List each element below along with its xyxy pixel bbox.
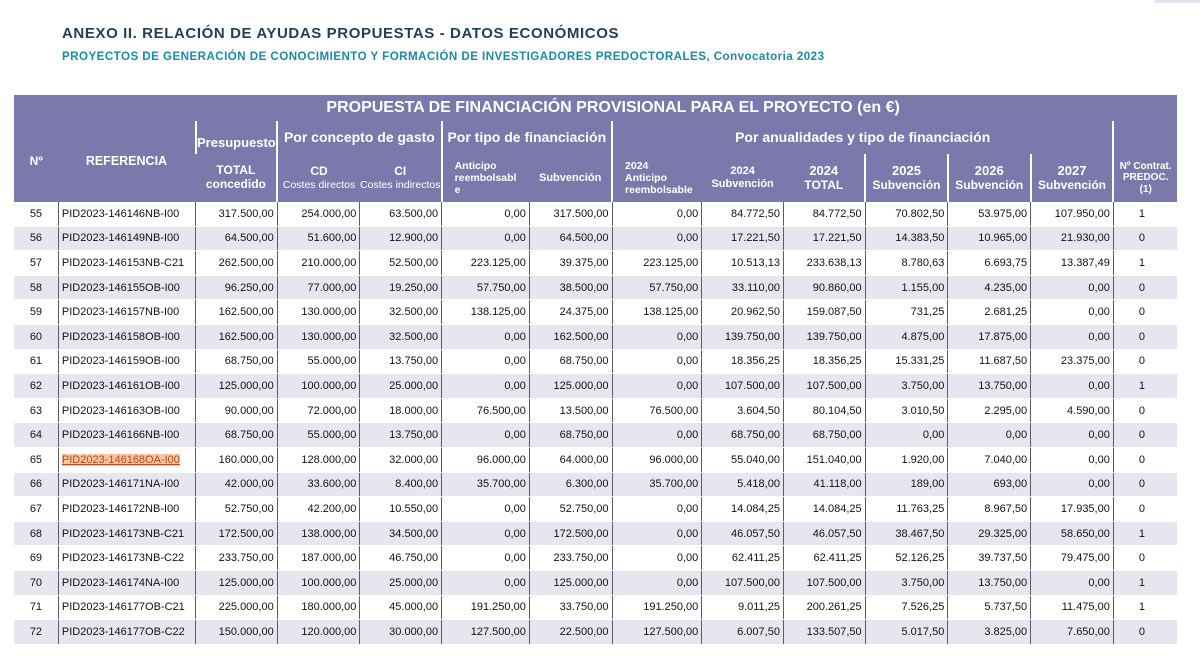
- cell-subvencion-2025: 731,25: [865, 300, 948, 325]
- cell-subvencion: 317.500,00: [529, 202, 612, 226]
- cell-subvencion: 64.000,00: [529, 447, 612, 472]
- table-row: [14, 497, 1177, 522]
- financing-table-wrapper: [14, 95, 1177, 645]
- cell-anticipo-2024: 0,00: [612, 570, 702, 595]
- cell-costes-indirectos: 18.000,00: [360, 398, 442, 423]
- cell-subvencion: 38.500,00: [529, 275, 612, 300]
- cell-subvencion-2024: 46.057,50: [702, 521, 784, 546]
- cell-contratos-predoc: 0: [1113, 620, 1177, 645]
- group-header-tipo: Por tipo de financiación: [442, 121, 612, 154]
- highlighted-reference: PID2023-146168OA-I00: [61, 453, 180, 466]
- cell-subvencion-2024: 14.084,25: [702, 497, 784, 522]
- cell-total-concedido: 162.500,00: [196, 300, 278, 325]
- col-header-anticipo: Anticipo reembolsabl e: [442, 154, 530, 202]
- cell-subvencion-2026: 2.295,00: [948, 398, 1031, 423]
- col-header-cd: CD Costes directos: [277, 154, 360, 202]
- cell-contratos-predoc: 0: [1113, 497, 1177, 522]
- cell-costes-indirectos: 8.400,00: [360, 472, 442, 497]
- cell-total-concedido: 42.000,00: [196, 472, 278, 497]
- cell-costes-indirectos: 34.500,00: [360, 521, 442, 546]
- cell-subvencion-2024: 17.221,50: [702, 226, 784, 251]
- cell-subvencion-2024: 33.110,00: [702, 275, 784, 300]
- cell-anticipo-reembolsable: 127.500,00: [442, 620, 530, 645]
- cell-costes-directos: 210.000,00: [277, 251, 360, 276]
- cell-total-2024: 233.638,13: [783, 251, 865, 276]
- cell-costes-indirectos: 32.000,00: [360, 447, 442, 472]
- cell-reference: PID2023-146158OB-I00: [58, 324, 195, 349]
- cell-subvencion-2024: 62.411,25: [702, 546, 784, 571]
- cell-total-2024: 41.118,00: [783, 472, 865, 497]
- cell-anticipo-reembolsable: 57.750,00: [442, 275, 530, 300]
- cell-subvencion-2027: 17.935,00: [1031, 497, 1114, 522]
- cell-costes-indirectos: 25.000,00: [360, 374, 442, 399]
- col-header-subvencion: Subvención: [529, 154, 612, 202]
- cell-costes-indirectos: 32.500,00: [360, 324, 442, 349]
- cell-anticipo-reembolsable: 0,00: [442, 423, 530, 448]
- cell-subvencion-2025: 11.763,25: [865, 497, 948, 522]
- cell-total-2024: 68.750,00: [783, 423, 865, 448]
- cell-row-number: 71: [14, 595, 58, 620]
- cell-subvencion-2027: 4.590,00: [1031, 398, 1114, 423]
- cell-subvencion-2026: 13.750,00: [948, 570, 1031, 595]
- cell-subvencion-2025: 52.126,25: [865, 546, 948, 571]
- cell-subvencion: 24.375,00: [529, 300, 612, 325]
- cell-row-number: 55: [14, 202, 58, 226]
- cell-costes-directos: 42.200,00: [277, 497, 360, 522]
- cell-anticipo-reembolsable: 76.500,00: [442, 398, 530, 423]
- table-row: [14, 202, 1177, 226]
- cell-contratos-predoc: 0: [1113, 546, 1177, 571]
- cell-row-number: 67: [14, 497, 58, 522]
- cell-reference: PID2023-146146NB-I00: [58, 202, 195, 226]
- table-row: [14, 423, 1177, 448]
- cell-total-concedido: 160.000,00: [196, 447, 278, 472]
- group-header-presupuesto: Presupuesto: [196, 121, 278, 154]
- cell-anticipo-2024: 76.500,00: [612, 398, 702, 423]
- cell-row-number: 64: [14, 423, 58, 448]
- cell-subvencion-2026: 10.965,00: [948, 226, 1031, 251]
- cell-anticipo-2024: 0,00: [612, 521, 702, 546]
- cell-reference: PID2023-146173NB-C22: [58, 546, 195, 571]
- cell-row-number: 57: [14, 251, 58, 276]
- table-row: [14, 226, 1177, 251]
- col-header-2024-anticipo: 2024 Anticipo reembolsable: [612, 154, 702, 202]
- cell-anticipo-reembolsable: 191.250,00: [442, 595, 530, 620]
- cell-costes-directos: 55.000,00: [277, 423, 360, 448]
- cell-total-2024: 84.772,50: [783, 202, 865, 226]
- cell-subvencion-2027: 23.375,00: [1031, 349, 1114, 374]
- cell-subvencion: 125.000,00: [529, 570, 612, 595]
- table-body: [14, 202, 1177, 644]
- cell-subvencion-2026: 8.967,50: [948, 497, 1031, 522]
- cell-reference: PID2023-146157NB-I00: [58, 300, 195, 325]
- cell-contratos-predoc: 0: [1113, 423, 1177, 448]
- cell-costes-directos: 55.000,00: [277, 349, 360, 374]
- header-spacer: [14, 95, 196, 121]
- group-header-concepto: Por concepto de gasto: [277, 121, 441, 154]
- cell-anticipo-2024: 0,00: [612, 374, 702, 399]
- cell-costes-directos: 100.000,00: [277, 570, 360, 595]
- cell-contratos-predoc: 1: [1113, 570, 1177, 595]
- cell-contratos-predoc: 0: [1113, 472, 1177, 497]
- cell-subvencion-2025: 3.750,00: [865, 374, 948, 399]
- cell-subvencion: 33.750,00: [529, 595, 612, 620]
- cell-subvencion: 52.750,00: [529, 497, 612, 522]
- cell-total-2024: 107.500,00: [783, 374, 865, 399]
- cell-total-2024: 139.750,00: [783, 324, 865, 349]
- cell-total-concedido: 172.500,00: [196, 521, 278, 546]
- corner-bar: [1155, 0, 1200, 3]
- cell-reference: PID2023-146177OB-C22: [58, 620, 195, 645]
- cell-costes-directos: 120.000,00: [277, 620, 360, 645]
- cell-anticipo-reembolsable: 0,00: [442, 521, 530, 546]
- cell-subvencion-2025: 1.155,00: [865, 275, 948, 300]
- table-row: [14, 349, 1177, 374]
- table-row: [14, 620, 1177, 645]
- cell-subvencion-2027: 0,00: [1031, 324, 1114, 349]
- table-row: [14, 570, 1177, 595]
- cell-subvencion-2024: 3.604,50: [702, 398, 784, 423]
- cell-subvencion-2026: 5.737,50: [948, 595, 1031, 620]
- cell-subvencion: 162.500,00: [529, 324, 612, 349]
- cell-subvencion-2027: 0,00: [1031, 472, 1114, 497]
- cell-total-2024: 107.500,00: [783, 570, 865, 595]
- cell-reference: PID2023-146173NB-C21: [58, 521, 195, 546]
- header-spacer-right: [1031, 95, 1177, 121]
- cell-subvencion-2025: 1.920,00: [865, 447, 948, 472]
- cell-costes-indirectos: 63.500,00: [360, 202, 442, 226]
- cell-anticipo-reembolsable: 0,00: [442, 226, 530, 251]
- cell-total-2024: 159.087,50: [783, 300, 865, 325]
- cell-contratos-predoc: 1: [1113, 521, 1177, 546]
- cell-subvencion-2024: 5.418,00: [702, 472, 784, 497]
- cell-subvencion-2025: 7.526,25: [865, 595, 948, 620]
- cell-subvencion-2027: 58.650,00: [1031, 521, 1114, 546]
- document-subtitle: PROYECTOS DE GENERACIÓN DE CONOCIMIENTO Y FORMACIÓN DE INVESTIGADORES PREDOCTORALES, Convocatoria 2023: [62, 50, 825, 63]
- cell-costes-directos: 128.000,00: [277, 447, 360, 472]
- cell-contratos-predoc: 0: [1113, 398, 1177, 423]
- cell-anticipo-2024: 57.750,00: [612, 275, 702, 300]
- cell-subvencion: 68.750,00: [529, 423, 612, 448]
- cell-costes-directos: 100.000,00: [277, 374, 360, 399]
- cell-costes-directos: 77.000,00: [277, 275, 360, 300]
- table-row: [14, 300, 1177, 325]
- cell-row-number: 62: [14, 374, 58, 399]
- cell-row-number: 56: [14, 226, 58, 251]
- cell-anticipo-2024: 35.700,00: [612, 472, 702, 497]
- table-row: [14, 275, 1177, 300]
- cell-contratos-predoc: 0: [1113, 349, 1177, 374]
- cell-subvencion-2025: 0,00: [865, 423, 948, 448]
- cell-subvencion: 125.000,00: [529, 374, 612, 399]
- cell-costes-indirectos: 13.750,00: [360, 349, 442, 374]
- cell-subvencion-2026: 693,00: [948, 472, 1031, 497]
- cell-anticipo-2024: 96.000,00: [612, 447, 702, 472]
- cell-subvencion-2026: 39.737,50: [948, 546, 1031, 571]
- table-row: [14, 398, 1177, 423]
- cell-subvencion: 22.500,00: [529, 620, 612, 645]
- col-header-contrat: Nº Contrat. PREDOC. (1): [1113, 154, 1177, 202]
- cell-subvencion-2027: 0,00: [1031, 374, 1114, 399]
- cell-subvencion-2026: 2.681,25: [948, 300, 1031, 325]
- cell-subvencion: 13.500,00: [529, 398, 612, 423]
- cell-reference: PID2023-146166NB-I00: [58, 423, 195, 448]
- cell-anticipo-2024: 138.125,00: [612, 300, 702, 325]
- cell-subvencion-2027: 0,00: [1031, 447, 1114, 472]
- cell-total-2024: 200.261,25: [783, 595, 865, 620]
- cell-subvencion-2024: 55.040,00: [702, 447, 784, 472]
- cell-costes-indirectos: 19.250,00: [360, 275, 442, 300]
- cell-anticipo-2024: 0,00: [612, 349, 702, 374]
- cell-reference: PID2023-146171NA-I00: [58, 472, 195, 497]
- cell-subvencion-2027: 0,00: [1031, 300, 1114, 325]
- cell-costes-directos: 130.000,00: [277, 300, 360, 325]
- cell-total-concedido: 317.500,00: [196, 202, 278, 226]
- cell-row-number: 65: [14, 447, 58, 472]
- cell-total-2024: 17.221,50: [783, 226, 865, 251]
- cell-row-number: 70: [14, 570, 58, 595]
- table-row: [14, 472, 1177, 497]
- cell-subvencion-2024: 107.500,00: [702, 374, 784, 399]
- cell-anticipo-reembolsable: 0,00: [442, 324, 530, 349]
- cell-row-number: 60: [14, 324, 58, 349]
- col-header-2027: 2027 Subvención: [1031, 154, 1114, 202]
- cell-contratos-predoc: 0: [1113, 324, 1177, 349]
- cell-total-concedido: 125.000,00: [196, 374, 278, 399]
- col-header-2025: 2025 Subvención: [865, 154, 948, 202]
- cell-anticipo-reembolsable: 0,00: [442, 202, 530, 226]
- cell-row-number: 59: [14, 300, 58, 325]
- cell-subvencion-2027: 11.475,00: [1031, 595, 1114, 620]
- cell-total-concedido: 90.000,00: [196, 398, 278, 423]
- cell-total-2024: 46.057,50: [783, 521, 865, 546]
- cell-total-concedido: 68.750,00: [196, 349, 278, 374]
- cell-subvencion-2026: 0,00: [948, 423, 1031, 448]
- cell-costes-indirectos: 30.000,00: [360, 620, 442, 645]
- cell-subvencion-2024: 9.011,25: [702, 595, 784, 620]
- cell-subvencion-2026: 11.687,50: [948, 349, 1031, 374]
- cell-total-concedido: 125.000,00: [196, 570, 278, 595]
- cell-subvencion-2024: 107.500,00: [702, 570, 784, 595]
- cell-reference: [58, 447, 195, 472]
- cell-row-number: 69: [14, 546, 58, 571]
- cell-subvencion-2026: 17.875,00: [948, 324, 1031, 349]
- cell-subvencion-2024: 139.750,00: [702, 324, 784, 349]
- financing-table: [14, 95, 1177, 645]
- cell-total-concedido: 96.250,00: [196, 275, 278, 300]
- cell-costes-directos: 254.000,00: [277, 202, 360, 226]
- cell-row-number: 63: [14, 398, 58, 423]
- cell-subvencion-2025: 70.802,50: [865, 202, 948, 226]
- cell-row-number: 61: [14, 349, 58, 374]
- cell-anticipo-reembolsable: 0,00: [442, 546, 530, 571]
- cell-contratos-predoc: 0: [1113, 447, 1177, 472]
- cell-costes-directos: 72.000,00: [277, 398, 360, 423]
- cell-subvencion-2026: 13.750,00: [948, 374, 1031, 399]
- cell-anticipo-reembolsable: 0,00: [442, 497, 530, 522]
- cell-anticipo-2024: 0,00: [612, 546, 702, 571]
- cell-contratos-predoc: 1: [1113, 374, 1177, 399]
- cell-total-2024: 151.040,00: [783, 447, 865, 472]
- cell-reference: PID2023-146159OB-I00: [58, 349, 195, 374]
- cell-total-2024: 133.507,50: [783, 620, 865, 645]
- cell-anticipo-reembolsable: 223.125,00: [442, 251, 530, 276]
- cell-reference: PID2023-146149NB-I00: [58, 226, 195, 251]
- cell-row-number: 66: [14, 472, 58, 497]
- cell-total-2024: 14.084,25: [783, 497, 865, 522]
- cell-costes-indirectos: 52.500,00: [360, 251, 442, 276]
- table-row: [14, 324, 1177, 349]
- cell-total-2024: 62.411,25: [783, 546, 865, 571]
- cell-subvencion-2027: 0,00: [1031, 423, 1114, 448]
- cell-subvencion-2024: 84.772,50: [702, 202, 784, 226]
- cell-reference: PID2023-146172NB-I00: [58, 497, 195, 522]
- cell-anticipo-reembolsable: 0,00: [442, 570, 530, 595]
- col-header-2024-subvencion: 2024 Subvención: [702, 154, 784, 202]
- cell-reference: PID2023-146174NA-I00: [58, 570, 195, 595]
- cell-subvencion: 64.500,00: [529, 226, 612, 251]
- cell-total-2024: 18.356,25: [783, 349, 865, 374]
- cell-anticipo-2024: 0,00: [612, 226, 702, 251]
- cell-subvencion-2027: 21.930,00: [1031, 226, 1114, 251]
- cell-reference: PID2023-146177OB-C21: [58, 595, 195, 620]
- cell-anticipo-reembolsable: 0,00: [442, 349, 530, 374]
- table-row: [14, 374, 1177, 399]
- cell-subvencion-2027: 79.475,00: [1031, 546, 1114, 571]
- cell-costes-directos: 130.000,00: [277, 324, 360, 349]
- cell-costes-indirectos: 12.900,00: [360, 226, 442, 251]
- cell-anticipo-2024: 223.125,00: [612, 251, 702, 276]
- cell-subvencion-2026: 7.040,00: [948, 447, 1031, 472]
- cell-subvencion-2025: 14.383,50: [865, 226, 948, 251]
- group-header-contrat-spacer: [1113, 121, 1177, 154]
- cell-total-concedido: 64.500,00: [196, 226, 278, 251]
- cell-total-concedido: 162.500,00: [196, 324, 278, 349]
- cell-subvencion-2025: 8.780,63: [865, 251, 948, 276]
- cell-anticipo-reembolsable: 138.125,00: [442, 300, 530, 325]
- cell-costes-indirectos: 13.750,00: [360, 423, 442, 448]
- cell-subvencion-2026: 6.693,75: [948, 251, 1031, 276]
- table-row: [14, 521, 1177, 546]
- col-header-num: Nº: [14, 121, 58, 202]
- cell-subvencion-2025: 3.010,50: [865, 398, 948, 423]
- cell-subvencion-2025: 3.750,00: [865, 570, 948, 595]
- cell-contratos-predoc: 1: [1113, 251, 1177, 276]
- cell-total-2024: 80.104,50: [783, 398, 865, 423]
- col-header-2026: 2026 Subvención: [948, 154, 1031, 202]
- cell-costes-indirectos: 25.000,00: [360, 570, 442, 595]
- cell-total-concedido: 150.000,00: [196, 620, 278, 645]
- cell-subvencion-2025: 5.017,50: [865, 620, 948, 645]
- cell-reference: PID2023-146161OB-I00: [58, 374, 195, 399]
- cell-subvencion-2025: 38.467,50: [865, 521, 948, 546]
- cell-contratos-predoc: 1: [1113, 202, 1177, 226]
- cell-reference: PID2023-146155OB-I00: [58, 275, 195, 300]
- cell-subvencion-2026: 3.825,00: [948, 620, 1031, 645]
- cell-costes-indirectos: 32.500,00: [360, 300, 442, 325]
- cell-costes-directos: 138.000,00: [277, 521, 360, 546]
- cell-subvencion-2024: 6.007,50: [702, 620, 784, 645]
- cell-anticipo-2024: 127.500,00: [612, 620, 702, 645]
- cell-subvencion-2024: 20.962,50: [702, 300, 784, 325]
- cell-subvencion-2027: 7.650,00: [1031, 620, 1114, 645]
- col-header-2024-total: 2024 TOTAL: [783, 154, 865, 202]
- cell-anticipo-reembolsable: 0,00: [442, 374, 530, 399]
- cell-subvencion: 6.300,00: [529, 472, 612, 497]
- cell-contratos-predoc: 0: [1113, 226, 1177, 251]
- cell-subvencion: 68.750,00: [529, 349, 612, 374]
- cell-reference: PID2023-146153NB-C21: [58, 251, 195, 276]
- cell-costes-indirectos: 46.750,00: [360, 546, 442, 571]
- cell-anticipo-2024: 0,00: [612, 324, 702, 349]
- cell-anticipo-reembolsable: 96.000,00: [442, 447, 530, 472]
- cell-subvencion-2025: 189,00: [865, 472, 948, 497]
- col-header-total: TOTAL concedido: [196, 154, 278, 202]
- table-row: [14, 447, 1177, 472]
- cell-anticipo-2024: 0,00: [612, 423, 702, 448]
- document-title: ANEXO II. RELACIÓN DE AYUDAS PROPUESTAS - DATOS ECONÓMICOS: [62, 25, 620, 42]
- cell-costes-directos: 187.000,00: [277, 546, 360, 571]
- cell-subvencion-2026: 29.325,00: [948, 521, 1031, 546]
- col-header-referencia: REFERENCIA: [58, 121, 195, 202]
- table-row: [14, 546, 1177, 571]
- cell-subvencion-2027: 0,00: [1031, 570, 1114, 595]
- cell-subvencion-2024: 68.750,00: [702, 423, 784, 448]
- cell-row-number: 58: [14, 275, 58, 300]
- cell-total-2024: 90.860,00: [783, 275, 865, 300]
- group-header-anualidades: Por anualidades y tipo de financiación: [612, 121, 1113, 154]
- cell-costes-directos: 180.000,00: [277, 595, 360, 620]
- cell-costes-indirectos: 10.550,00: [360, 497, 442, 522]
- cell-subvencion-2026: 53.975,00: [948, 202, 1031, 226]
- table-main-title: PROPUESTA DE FINANCIACIÓN PROVISIONAL PARA EL PROYECTO (en €): [196, 95, 1031, 121]
- cell-total-concedido: 262.500,00: [196, 251, 278, 276]
- cell-total-concedido: 52.750,00: [196, 497, 278, 522]
- cell-contratos-predoc: 0: [1113, 300, 1177, 325]
- cell-subvencion-2027: 107.950,00: [1031, 202, 1114, 226]
- cell-anticipo-2024: 0,00: [612, 202, 702, 226]
- cell-total-concedido: 233.750,00: [196, 546, 278, 571]
- cell-subvencion-2026: 4.235,00: [948, 275, 1031, 300]
- cell-contratos-predoc: 0: [1113, 275, 1177, 300]
- cell-subvencion: 39.375,00: [529, 251, 612, 276]
- cell-subvencion-2025: 15.331,25: [865, 349, 948, 374]
- cell-anticipo-2024: 0,00: [612, 497, 702, 522]
- table-row: [14, 251, 1177, 276]
- cell-subvencion-2027: 13.387,49: [1031, 251, 1114, 276]
- cell-subvencion-2024: 10.513,13: [702, 251, 784, 276]
- cell-row-number: 72: [14, 620, 58, 645]
- cell-total-concedido: 225.000,00: [196, 595, 278, 620]
- cell-contratos-predoc: 1: [1113, 595, 1177, 620]
- cell-reference: PID2023-146163OB-I00: [58, 398, 195, 423]
- cell-anticipo-2024: 191.250,00: [612, 595, 702, 620]
- cell-costes-indirectos: 45.000,00: [360, 595, 442, 620]
- cell-total-concedido: 68.750,00: [196, 423, 278, 448]
- cell-subvencion: 172.500,00: [529, 521, 612, 546]
- cell-subvencion-2025: 4.875,00: [865, 324, 948, 349]
- col-header-ci: CI Costes indirectos: [360, 154, 442, 202]
- cell-subvencion-2024: 18.356,25: [702, 349, 784, 374]
- cell-row-number: 68: [14, 521, 58, 546]
- cell-costes-directos: 33.600,00: [277, 472, 360, 497]
- cell-anticipo-reembolsable: 35.700,00: [442, 472, 530, 497]
- cell-costes-directos: 51.600,00: [277, 226, 360, 251]
- table-row: [14, 595, 1177, 620]
- cell-subvencion: 233.750,00: [529, 546, 612, 571]
- cell-subvencion-2027: 0,00: [1031, 275, 1114, 300]
